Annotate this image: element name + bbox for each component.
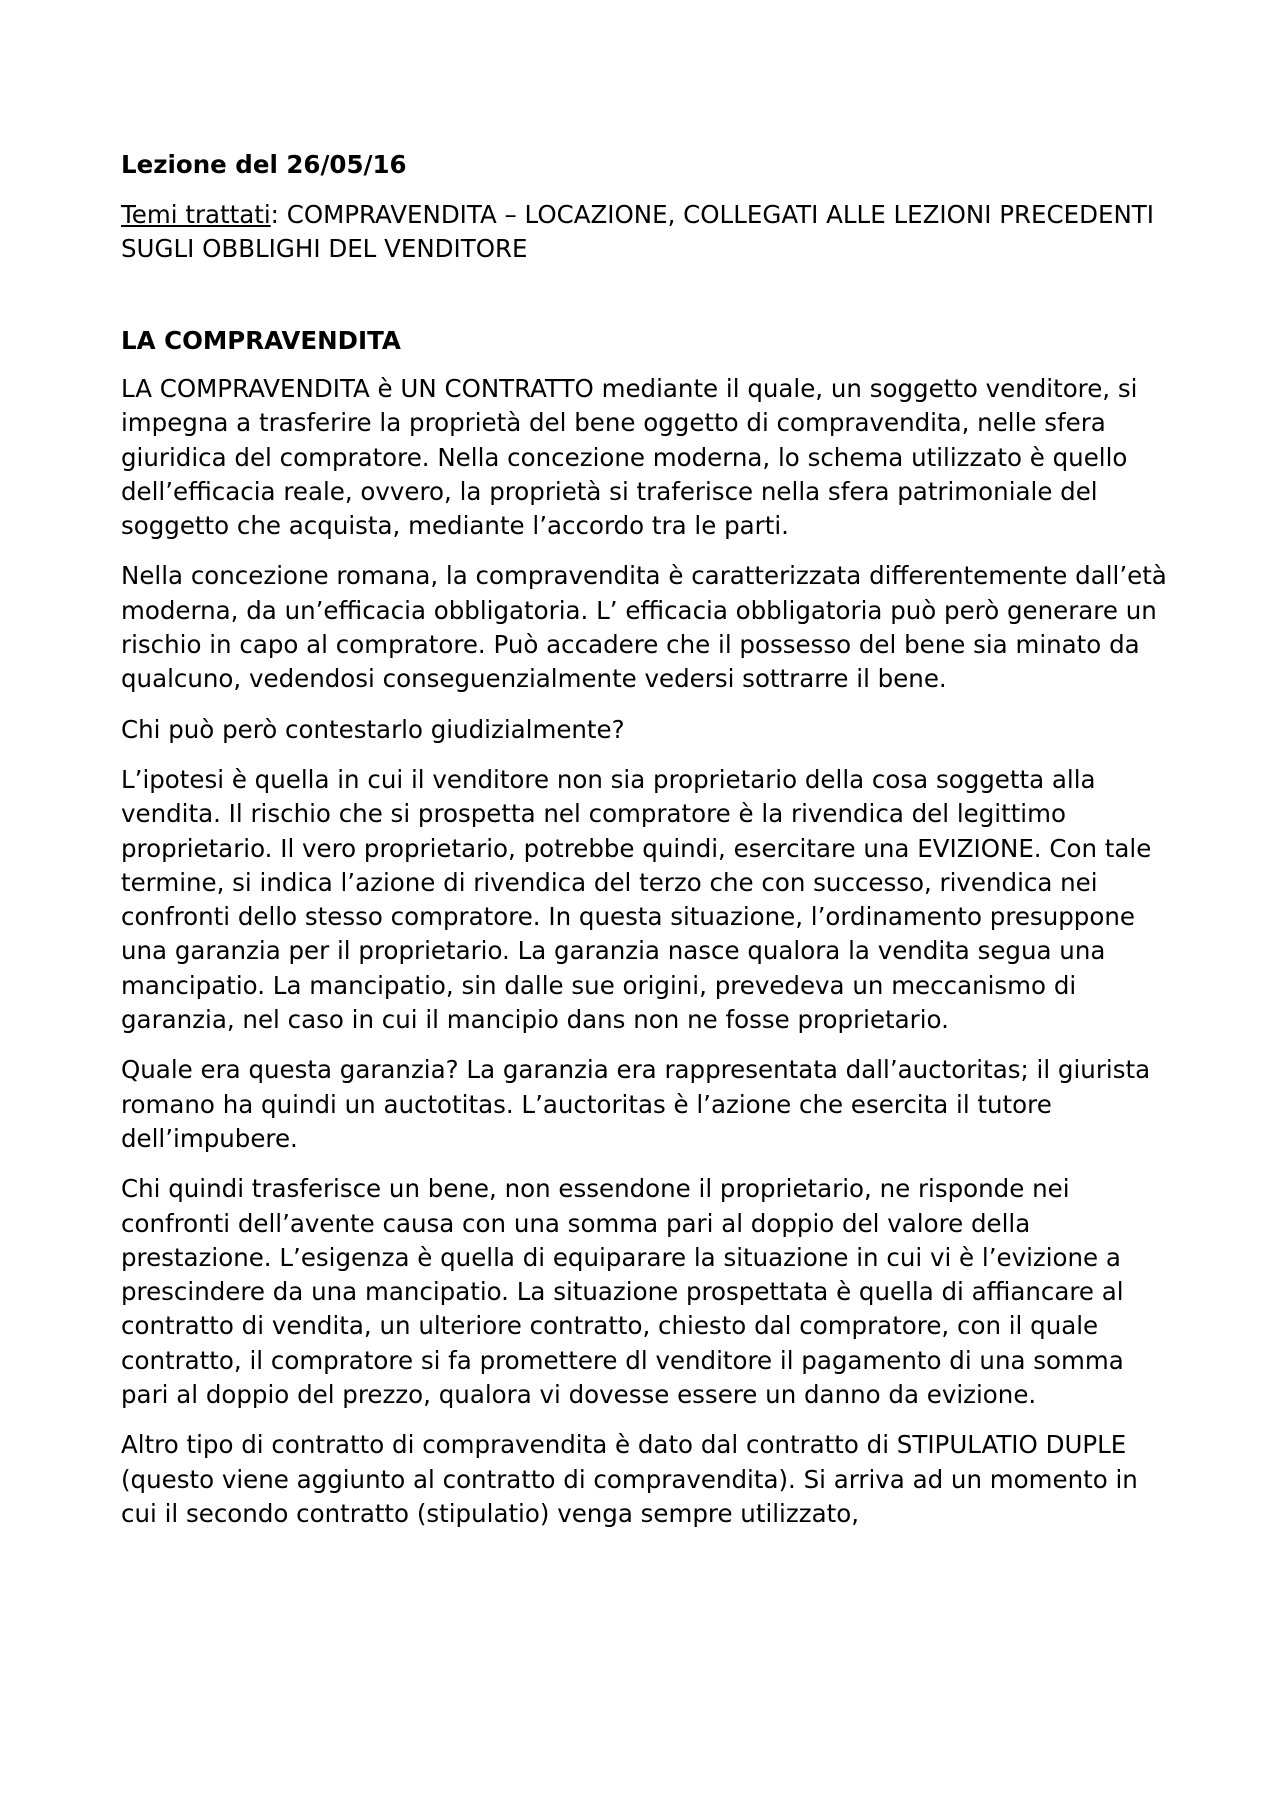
- topics-text: COMPRAVENDITA – LOCAZIONE, COLLEGATI ALLE LEZIONI PRECEDENTI SUGLI OBBLIGHI DEL VENDITORE: [121, 200, 1154, 263]
- topics-label: Temi trattati: [121, 200, 271, 229]
- topics-separator: :: [270, 200, 287, 229]
- document-title: Lezione del 26/05/16: [121, 150, 407, 179]
- paragraph: Altro tipo di contratto di compravendita è dato dal contratto di STIPULATIO DUPLE (questo viene aggiunto al contratto di compravendita). Si arriva ad un momento in cui il secondo contratto (stipulatio) venga sempre utilizzato,: [121, 1430, 1138, 1528]
- topics-line: [121, 198, 1171, 266]
- paragraph: Chi quindi trasferisce un bene, non essendone il proprietario, ne risponde nei confronti dell’avente causa con una somma pari al doppio del valore della prestazione. L’esigenza è quella di equiparare la situazione in cui vi è l’evizione a prescindere da una mancipatio. La situazione prospettata è quella di affiancare al contratto di vendita, un ulteriore contratto, chiesto dal compratore, con il quale contratto, il compratore si fa promettere dl venditore il pagamento di una somma pari al doppio del prezzo, qualora vi dovesse essere un danno da evizione.: [121, 1174, 1124, 1410]
- paragraph: Nella concezione romana, la compravendita è caratterizzata differentemente dall’età moderna, da un’efficacia obbligatoria. L’ efficacia obbligatoria può però generare un rischio in capo al compratore. Può accadere che il possesso del bene sia minato da qualcuno, vedendosi conseguenzialmente vedersi sottrarre il bene.: [121, 561, 1167, 694]
- section-heading: LA COMPRAVENDITA: [121, 326, 401, 355]
- paragraph: L’ipotesi è quella in cui il venditore non sia proprietario della cosa soggetta alla vendita. Il rischio che si prospetta nel compratore è la rivendica del legittimo proprietario. Il vero proprietario, potrebbe quindi, esercitare una EVIZIONE. Con tale termine, si indica l’azione di rivendica del terzo che con successo, rivendica nei confronti dello stesso compratore. In questa situazione, l’ordinamento presuppone una garanzia per il proprietario. La garanzia nasce qualora la vendita segua una mancipatio. La mancipatio, sin dalle sue origini, prevedeva un meccanismo di garanzia, nel caso in cui il mancipio dans non ne fosse proprietario.: [121, 764, 1152, 1035]
- paragraph: Quale era questa garanzia? La garanzia era rappresentata dall’auctoritas; il giurista romano ha quindi un auctotitas. L’auctoritas è l’azione che esercita il tutore dell’impubere.: [121, 1055, 1151, 1153]
- paragraph: LA COMPRAVENDITA è UN CONTRATTO mediante il quale, un soggetto venditore, si impegna a trasferire la proprietà del bene oggetto di compravendita, nelle sfera giuridica del compratore. Nella concezione moderna, lo schema utilizzato è quello dell’efficacia reale, ovvero, la proprietà si traferisce nella sfera patrimoniale del soggetto che acquista, mediante l’accordo tra le parti.: [121, 374, 1138, 541]
- document-page: [121, 150, 1171, 1547]
- paragraph: Chi può però contestarlo giudizialmente?: [121, 714, 625, 744]
